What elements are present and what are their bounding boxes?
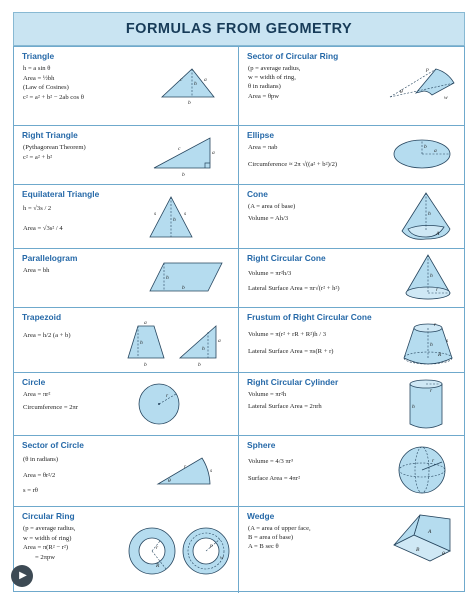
- svg-text:p: p: [426, 67, 429, 73]
- formula-line: = 2πpw: [35, 553, 56, 561]
- formula-line: c² = a² + b²: [23, 153, 53, 161]
- circle-figure-icon: [136, 381, 182, 427]
- section-trapezoid: [14, 308, 239, 373]
- formula-grid: [13, 46, 465, 592]
- triangle-figure-icon: [158, 63, 218, 107]
- svg-text:c: c: [178, 146, 181, 152]
- formula-line: w = width of ring): [23, 534, 72, 542]
- formula-line: (A = area of upper face,: [248, 525, 311, 532]
- section-equilateral-triangle: [14, 185, 239, 249]
- formula-line: Lateral Surface Area = πs(R + r): [248, 348, 334, 356]
- section-sector-ring: [239, 47, 464, 126]
- svg-text:w: w: [220, 555, 224, 561]
- right-circular-cone-figure-icon: [402, 251, 454, 307]
- section-triangle: [14, 47, 239, 126]
- section-title: Sphere: [247, 440, 276, 450]
- sphere-figure-icon: [396, 444, 448, 496]
- svg-text:A: A: [436, 231, 440, 237]
- formula-line: Circumference = 2πr: [23, 403, 79, 411]
- formula-line: Area = π(R² − r²): [23, 544, 69, 552]
- formula-line: s = rθ: [23, 487, 38, 495]
- formula-line: (A = area of base): [248, 203, 296, 210]
- formula-line: c² = a² + b² − 2ab cos θ: [23, 93, 84, 101]
- svg-text:A: A: [428, 529, 432, 535]
- svg-text:θ: θ: [400, 89, 403, 95]
- section-title: Parallelogram: [22, 253, 78, 263]
- svg-text:r: r: [166, 393, 169, 399]
- svg-text:θ: θ: [168, 478, 171, 484]
- svg-text:r: r: [156, 545, 159, 551]
- svg-text:r: r: [436, 287, 439, 293]
- svg-text:s: s: [154, 211, 157, 217]
- formula-line: Volume = 4/3 πr³: [248, 458, 293, 465]
- sector-circle-figure-icon: [154, 450, 216, 490]
- svg-text:h: h: [194, 81, 197, 87]
- section-title: Right Circular Cone: [247, 253, 326, 263]
- svg-text:a: a: [204, 77, 207, 83]
- formula-line: Volume = π(r² + rR + R²)h / 3: [248, 331, 327, 338]
- cylinder-figure-icon: [406, 376, 446, 434]
- section-circle: [14, 373, 239, 436]
- svg-text:R: R: [156, 563, 160, 569]
- section-right-triangle: [14, 126, 239, 185]
- parallelogram-figure-icon: [146, 257, 226, 297]
- formula-line: Surface Area = 4πr²: [248, 475, 301, 483]
- svg-text:h: h: [173, 217, 176, 223]
- svg-text:p: p: [210, 543, 213, 549]
- formula-line: Area = θpw: [248, 92, 280, 100]
- formula-line: B = area of base): [248, 534, 294, 542]
- svg-text:b: b: [182, 172, 185, 178]
- formula-line: Area = h/2 (a + b): [23, 332, 71, 339]
- section-frustum: [239, 308, 464, 373]
- svg-text:θ: θ: [442, 551, 445, 557]
- svg-text:w: w: [444, 95, 448, 101]
- section-wedge: [239, 507, 464, 593]
- formula-line: (θ in radians): [23, 456, 59, 463]
- sector-ring-figure-icon: [386, 59, 458, 103]
- section-right-circular-cone: [239, 249, 464, 308]
- formula-line: h = √3s / 2: [23, 205, 52, 212]
- formula-line: Volume = πr²h: [248, 391, 287, 398]
- section-circular-ring: [14, 507, 239, 593]
- section-title: Sector of Circle: [22, 440, 84, 450]
- section-sphere: [239, 436, 464, 507]
- svg-text:c: c: [180, 77, 183, 83]
- formula-line: Area = bh: [23, 267, 50, 274]
- svg-text:R: R: [438, 352, 442, 358]
- svg-text:r: r: [432, 458, 435, 464]
- formula-line: Volume = πr²h/3: [248, 270, 292, 277]
- svg-text:h: h: [140, 340, 143, 346]
- formula-line: Area = ½bh: [23, 74, 55, 82]
- svg-text:b: b: [424, 144, 427, 150]
- svg-text:r: r: [434, 322, 437, 328]
- svg-text:h: h: [202, 346, 205, 352]
- equilateral-triangle-figure-icon: [146, 189, 196, 243]
- formula-line: θ in radians): [248, 83, 281, 91]
- section-title: Right Triangle: [22, 130, 78, 140]
- svg-text:b: b: [182, 285, 185, 291]
- section-title: Circular Ring: [22, 511, 75, 521]
- svg-text:a: a: [144, 320, 147, 326]
- section-title: Triangle: [22, 51, 55, 61]
- right-trapezoid-figure-icon: [176, 320, 226, 368]
- svg-text:a: a: [212, 150, 215, 156]
- right-triangle-figure-icon: [150, 132, 220, 178]
- section-title: Trapezoid: [22, 312, 62, 322]
- svg-text:h: h: [166, 275, 169, 281]
- section-title: Wedge: [247, 511, 275, 521]
- section-parallelogram: [14, 249, 239, 308]
- wedge-figure-icon: [390, 511, 454, 571]
- section-title: Circle: [22, 377, 46, 387]
- ring-figure-icon: [126, 525, 178, 577]
- svg-text:r: r: [184, 464, 187, 470]
- formula-line: Area = θr²/2: [23, 471, 56, 479]
- svg-text:b: b: [188, 100, 191, 106]
- svg-text:h: h: [430, 273, 433, 279]
- svg-text:s: s: [446, 338, 449, 344]
- svg-text:r: r: [430, 388, 433, 394]
- formula-line: (Pythagorean Theorem): [23, 144, 86, 151]
- formula-line: Lateral Surface Area = πr√(r² + h²): [248, 285, 340, 293]
- section-ellipse: [239, 126, 464, 185]
- formula-line: Circumference ≈ 2π √((a² + b²)/2): [248, 161, 338, 169]
- svg-text:a: a: [434, 148, 437, 154]
- formula-line: h = a sin θ: [23, 65, 51, 72]
- section-title: Frustum of Right Circular Cone: [247, 312, 372, 322]
- svg-text:s: s: [210, 468, 213, 474]
- page-title: FORMULAS FROM GEOMETRY: [125, 21, 353, 37]
- svg-text:h: h: [412, 404, 415, 410]
- frustum-figure-icon: [400, 318, 456, 370]
- svg-text:b: b: [144, 362, 147, 368]
- svg-text:h: h: [428, 211, 431, 217]
- ring-average-figure-icon: [180, 525, 232, 577]
- formula-line: Area = πr²: [23, 391, 51, 398]
- formula-line: Area = πab: [248, 144, 278, 151]
- svg-text:B: B: [416, 547, 420, 553]
- svg-text:a: a: [218, 338, 221, 344]
- section-title: Equilateral Triangle: [22, 189, 100, 199]
- section-title: Ellipse: [247, 130, 274, 140]
- svg-text:b: b: [198, 362, 201, 368]
- formula-line: w = width of ring,: [248, 74, 296, 82]
- section-cylinder: [239, 373, 464, 436]
- formula-line: A = B sec θ: [248, 543, 279, 551]
- section-title: Right Circular Cylinder: [247, 377, 339, 387]
- formula-line: (p = average radius,: [23, 525, 76, 532]
- formula-line: (p = average radius,: [248, 65, 301, 72]
- svg-text:h: h: [430, 342, 433, 348]
- play-icon[interactable]: ▶: [11, 565, 33, 587]
- trapezoid-figure-icon: [124, 318, 168, 368]
- formula-line: Lateral Surface Area = 2πrh: [248, 403, 322, 411]
- header-banner: [13, 12, 465, 46]
- ellipse-figure-icon: [390, 134, 454, 174]
- svg-text:s: s: [184, 211, 187, 217]
- cone-figure-icon: [398, 189, 454, 245]
- section-title: Cone: [247, 189, 268, 199]
- section-cone: [239, 185, 464, 249]
- formula-line: Volume = Ah/3: [248, 215, 289, 223]
- section-sector-circle: [14, 436, 239, 507]
- formula-line: (Law of Cosines): [23, 84, 69, 92]
- formula-line: Area = √3s² / 4: [23, 224, 63, 232]
- section-title: Sector of Circular Ring: [247, 51, 339, 61]
